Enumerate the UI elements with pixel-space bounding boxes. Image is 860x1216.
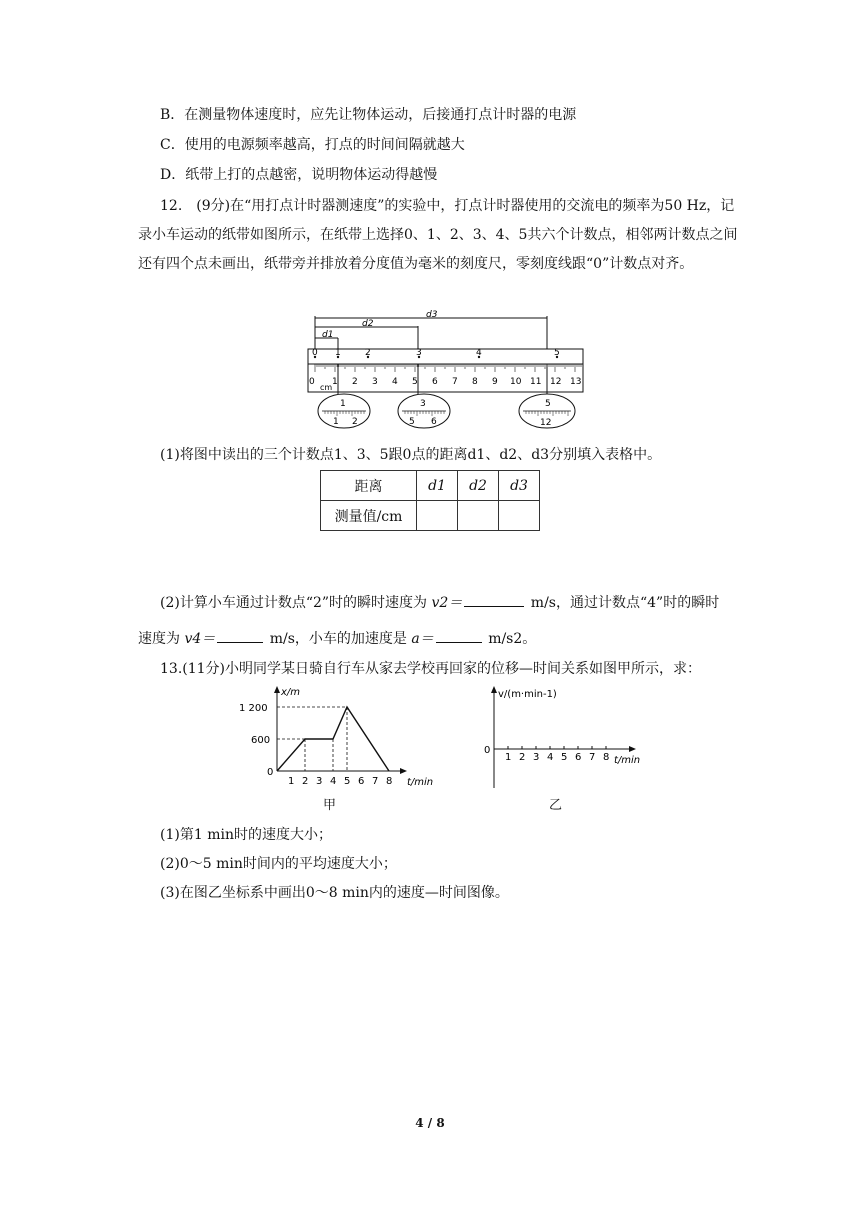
graph-jia-xtick: 6 bbox=[358, 776, 365, 787]
table-label-distance: 距离 bbox=[321, 471, 417, 501]
graph-jia-y-arrow bbox=[274, 686, 280, 693]
graph-jia-ytick: 600 bbox=[251, 735, 271, 746]
graph-jia-x-arrow bbox=[400, 768, 407, 774]
graph-jia-ytick: 0 bbox=[267, 767, 274, 778]
zoom-3-scale-b: 6 bbox=[431, 417, 437, 427]
ruler-tick-label: 7 bbox=[452, 377, 458, 387]
table-cell-d3[interactable] bbox=[499, 501, 540, 531]
v4-blank[interactable] bbox=[217, 630, 263, 643]
graph-jia-xtick: 8 bbox=[386, 776, 393, 787]
ruler-unit: cm bbox=[320, 383, 333, 392]
q13-text: 13.(11分)小明同学某日骑自行车从家去学校再回家的位移—时间关系如图甲所示，求： bbox=[160, 661, 702, 677]
d1-label: d1 bbox=[322, 330, 334, 340]
graph-jia-xtick: 2 bbox=[302, 776, 309, 787]
graph-jia-xlabel: t/min bbox=[407, 777, 434, 788]
table-col-d1: d1 bbox=[417, 471, 458, 501]
v2-blank[interactable] bbox=[464, 594, 524, 607]
tape-point-label: 3 bbox=[416, 348, 422, 358]
ruler-tick-label: 5 bbox=[412, 377, 418, 387]
graph-yi-xtick: 7 bbox=[589, 752, 596, 763]
graph-yi-xtick: 2 bbox=[519, 752, 526, 763]
ruler-figure bbox=[300, 308, 590, 438]
ruler-tick-label: 0 bbox=[309, 377, 315, 387]
d2-label: d2 bbox=[362, 319, 374, 329]
graph-yi-xtick: 1 bbox=[505, 752, 512, 763]
graph-yi-xtick: 6 bbox=[575, 752, 582, 763]
ruler-tick-label: 4 bbox=[392, 377, 398, 387]
zoom-view-3 bbox=[398, 394, 450, 428]
graph-yi-xtick: 5 bbox=[561, 752, 568, 763]
q13-part2: (2)0～5 min时间内的平均速度大小； bbox=[160, 856, 397, 872]
tape-point-label: 4 bbox=[476, 348, 482, 358]
option-b: B．在测量物体速度时，应先让物体运动，后接通打点计时器的电源 bbox=[160, 107, 577, 123]
page-number: 4 / 8 bbox=[415, 1116, 445, 1130]
zoom-3-point: 3 bbox=[420, 399, 426, 409]
ruler-tick-label: 1 bbox=[332, 377, 338, 387]
ruler-tick-label: 11 bbox=[530, 377, 542, 387]
graph-yi-xtick: 8 bbox=[603, 752, 610, 763]
graph-jia-ytick: 1 200 bbox=[239, 703, 268, 714]
a-blank[interactable] bbox=[436, 630, 482, 643]
graph-jia bbox=[235, 683, 450, 793]
ruler-tick-label: 10 bbox=[510, 377, 522, 387]
graph-jia-xtick: 5 bbox=[344, 776, 351, 787]
table-cell-d2[interactable] bbox=[458, 501, 499, 531]
d3-label: d3 bbox=[426, 310, 438, 320]
ruler-tick-label: 9 bbox=[492, 377, 498, 387]
q13-part3: (3)在图乙坐标系中画出0～8 min内的速度—时间图像。 bbox=[160, 885, 509, 901]
table-col-d2: d2 bbox=[458, 471, 499, 501]
table-cell-d1[interactable] bbox=[417, 501, 458, 531]
graph-jia-xtick: 7 bbox=[372, 776, 379, 787]
ruler-tick-label: 2 bbox=[352, 377, 358, 387]
graph-jia-xtick: 1 bbox=[288, 776, 295, 787]
q12-body: 12. (9分)在“用打点计时器测速度”的实验中，打点计时器使用的交流电的频率为50 Hz，记录小车运动的纸带如图所示，在纸带上选择0、1、2、3、4、5共六个计数点，相邻两计数点之间还有四个点未画出，纸带旁并排放着分度值为毫米的刻度尺，零刻度线跟“0”计数点对齐。 bbox=[138, 198, 738, 272]
ruler bbox=[308, 364, 583, 392]
tape-point-label: 5 bbox=[554, 348, 560, 358]
graph-yi-origin: 0 bbox=[484, 745, 491, 756]
graph-yi-xtick: 3 bbox=[533, 752, 540, 763]
graph-yi-xlabel: t/min bbox=[614, 755, 641, 766]
graph-yi-ylabel: v/(m·min-1) bbox=[498, 689, 557, 700]
zoom-1-scale-a: 1 bbox=[333, 417, 339, 427]
zoom-5-point: 5 bbox=[545, 399, 551, 409]
option-d: D．纸带上打的点越密，说明物体运动得越慢 bbox=[160, 167, 438, 183]
tape-point-label: 1 bbox=[335, 348, 341, 358]
paper-tape bbox=[308, 349, 583, 364]
ruler-tick-label: 6 bbox=[432, 377, 438, 387]
ruler-tick-label: 3 bbox=[372, 377, 378, 387]
q12-part2-line1: (2)计算小车通过计数点“2”时的瞬时速度为 v2＝ m/s，通过计数点“4”时的瞬时 bbox=[160, 595, 720, 611]
q13-part1: (1)第1 min时的速度大小； bbox=[160, 827, 332, 843]
option-c: C．使用的电源频率越高，打点的时间间隔就越大 bbox=[160, 137, 465, 153]
table-col-d3: d3 bbox=[499, 471, 540, 501]
ruler-tick-label: 13 bbox=[570, 377, 582, 387]
graph-yi-caption: 乙 bbox=[549, 798, 563, 813]
tape-point-label: 0 bbox=[312, 348, 318, 358]
graph-jia-xtick: 4 bbox=[330, 776, 337, 787]
zoom-1-scale-b: 2 bbox=[352, 417, 358, 427]
q12-part1: (1)将图中读出的三个计数点1、3、5跟0点的距离d1、d2、d3分别填入表格中。 bbox=[160, 447, 662, 463]
zoom-5-scale: 12 bbox=[540, 418, 552, 428]
tape-point-label: 2 bbox=[365, 348, 371, 358]
graph-jia-ylabel: x/m bbox=[281, 687, 301, 698]
table-label-value: 测量值/cm bbox=[321, 501, 417, 531]
graph-yi bbox=[480, 683, 660, 793]
q12-part2-line2: 速度为 v4＝ m/s，小车的加速度是 a＝ m/s2。 bbox=[138, 631, 537, 647]
graph-yi-xtick: 4 bbox=[547, 752, 554, 763]
q12-text bbox=[138, 192, 738, 279]
zoom-3-scale-a: 5 bbox=[409, 417, 415, 427]
graph-jia-xtick: 3 bbox=[316, 776, 323, 787]
graph-jia-caption: 甲 bbox=[323, 798, 337, 813]
measurement-table bbox=[320, 470, 540, 531]
zoom-1-point: 1 bbox=[340, 399, 346, 409]
ruler-tick-label: 12 bbox=[550, 377, 562, 387]
zoom-view-1 bbox=[318, 394, 370, 428]
ruler-tick-label: 8 bbox=[472, 377, 478, 387]
